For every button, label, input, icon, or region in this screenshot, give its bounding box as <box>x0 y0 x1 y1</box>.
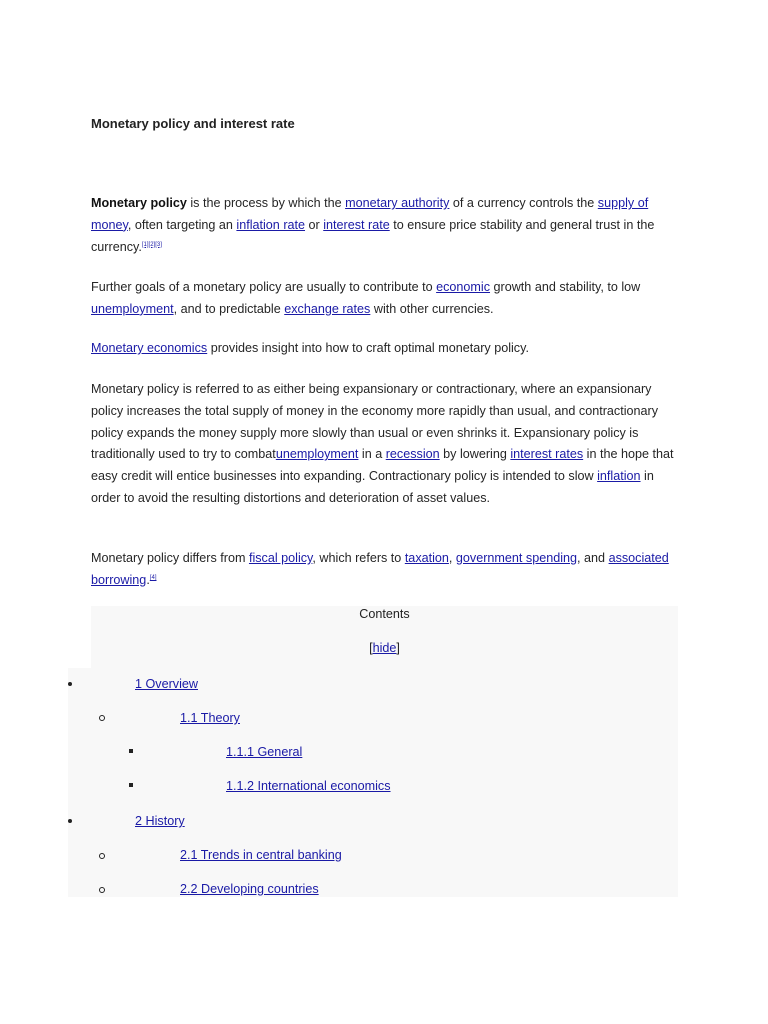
paragraph-intro <box>91 193 683 258</box>
text: is the process by which the <box>186 196 346 210</box>
link-taxation[interactable]: taxation <box>404 551 449 565</box>
bullet-circle-icon <box>99 715 105 721</box>
link-supply-of-money[interactable]: supply of money <box>91 196 649 232</box>
paragraph-expansionary <box>91 379 683 510</box>
link-unemployment[interactable]: unemployment <box>91 301 174 316</box>
link-government-spending[interactable]: government spending <box>455 551 578 565</box>
paragraph-goals <box>91 277 683 321</box>
link-associated-borrowing[interactable]: associated borrowing <box>91 551 669 587</box>
text: , often targeting an <box>127 217 237 232</box>
link-economic[interactable]: economic <box>436 280 491 294</box>
bullet-disc-icon <box>68 682 72 686</box>
text: . <box>146 572 150 587</box>
link-interest-rates[interactable]: interest rates <box>510 447 584 462</box>
toc-item-developing-countries[interactable]: 2.2 Developing countries <box>180 882 319 896</box>
text: in order to avoid the resulting distortions and deterioration of asset values. <box>91 469 654 505</box>
page-title: Monetary policy and interest rate <box>91 116 295 131</box>
toc-item-overview[interactable]: 1 Overview <box>135 677 198 691</box>
text: in a <box>358 447 386 462</box>
link-exchange-rates[interactable]: exchange rates <box>284 301 371 316</box>
link-recession[interactable]: recession <box>385 447 440 462</box>
bullet-disc-icon <box>68 819 72 823</box>
text: growth and stability, to low <box>490 280 641 294</box>
reference-link[interactable]: [4] <box>149 574 157 581</box>
text: Monetary policy differs from <box>91 551 249 565</box>
link-inflation-rate[interactable]: inflation rate <box>236 217 306 232</box>
text: with other currencies. <box>370 301 494 316</box>
bullet-square-icon <box>129 749 133 753</box>
toc-item-general[interactable]: 1.1.1 General <box>226 745 303 759</box>
text: Monetary policy is referred to as either being expansionary or contractionary, where an expansionary policy increases the total supply of money in the economy more rapidly than usual, and contractionary policy expands the money supply more slowly than usual or even shrinks it. Expansionary policy is traditionally used to try to combat <box>91 382 659 462</box>
text: of a currency controls the <box>449 196 598 210</box>
text: , and <box>577 551 609 565</box>
toc-title: Contents <box>359 607 410 621</box>
text: , which refers to <box>312 551 405 565</box>
toc-box-extension <box>68 668 98 897</box>
text: by lowering <box>439 447 511 462</box>
text: or <box>305 217 324 232</box>
text: , <box>448 551 456 565</box>
text: provides insight into how to craft optimal monetary policy. <box>207 341 529 355</box>
link-fiscal-policy[interactable]: fiscal policy <box>248 551 313 565</box>
link-unemployment-2[interactable]: unemployment <box>275 447 359 462</box>
toc-item-theory[interactable]: 1.1 Theory <box>180 711 240 725</box>
link-monetary-authority[interactable]: monetary authority <box>345 196 450 210</box>
toc-toggle <box>91 640 678 656</box>
text: , and to predictable <box>173 301 285 316</box>
bracket: [ <box>369 641 373 655</box>
bold-term: Monetary policy <box>91 196 187 210</box>
bracket: ] <box>396 641 400 655</box>
toc-item-trends-central-banking[interactable]: 2.1 Trends in central banking <box>180 848 342 862</box>
link-inflation[interactable]: inflation <box>597 469 641 484</box>
paragraph-fiscal <box>91 548 683 592</box>
text: Further goals of a monetary policy are usually to contribute to <box>91 280 437 294</box>
bullet-circle-icon <box>99 853 105 859</box>
bullet-circle-icon <box>99 887 105 893</box>
link-monetary-economics[interactable]: Monetary economics <box>91 341 208 355</box>
bullet-square-icon <box>129 783 133 787</box>
paragraph-economics <box>91 338 683 360</box>
link-interest-rate[interactable]: interest rate <box>323 217 390 232</box>
text: in the hope that easy credit will entice businesses into expanding. Contractionary policy is intended to slow <box>91 447 674 484</box>
toc-item-international-economics[interactable]: 1.1.2 International economics <box>226 779 391 793</box>
toc-item-history[interactable]: 2 History <box>135 814 185 828</box>
toc-hide-link[interactable]: hide <box>372 641 397 655</box>
reference-link[interactable]: [1][2][3] <box>141 241 162 248</box>
text: to ensure price stability and general trust in the currency. <box>91 217 655 254</box>
